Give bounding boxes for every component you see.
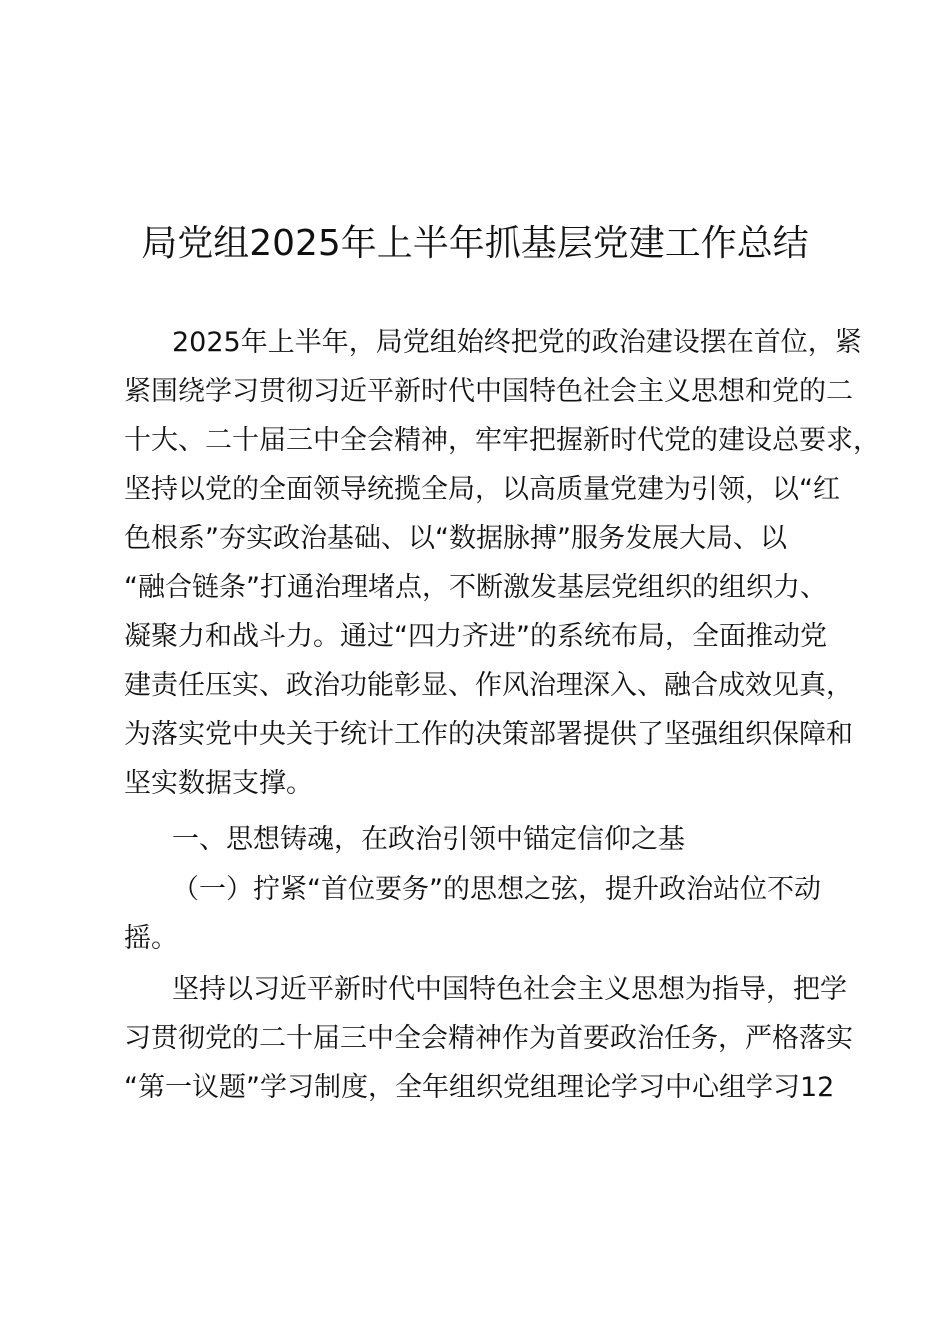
paragraph-line: 坚实数据支撑。: [124, 768, 313, 799]
body-paragraph: [124, 965, 853, 1112]
paragraph-line: 坚持以习近平新时代中国特色社会主义思想为指导，把学: [172, 974, 847, 1005]
paragraph-line: 建责任压实、政治功能彰显、作风治理深入、融合成效见真，: [124, 670, 853, 701]
paragraph-line: “第一议题”学习制度，全年组织党组理论学习中心组学习12: [124, 1072, 835, 1103]
subsection-heading: [124, 865, 824, 963]
paragraph-line: 凝聚力和战斗力。通过“四力齐进”的系统布局，全面推动党: [124, 621, 827, 652]
paragraph-line: 色根系”夯实政治基础、以“数据脉搏”服务发展大局、以: [124, 523, 787, 554]
heading-line: （一）拧紧“首位要务”的思想之弦，提升政治站位不动: [172, 874, 821, 905]
section-heading: [124, 815, 824, 864]
paragraph-line: 为落实党中央关于统计工作的决策部署提供了坚强组织保障和: [124, 719, 853, 750]
paragraph-line: “融合链条”打通治理堵点，不断激发基层党组织的组织力、: [124, 572, 827, 603]
intro-paragraph: [124, 318, 880, 808]
paragraph-line: 坚持以党的全面领导统揽全局，以高质量党建为引领，以“红: [124, 474, 840, 505]
paragraph-line: 2025年上半年，局党组始终把党的政治建设摆在首位，紧: [172, 327, 862, 358]
heading-line: 一、思想铸魂，在政治引领中锚定信仰之基: [172, 824, 685, 855]
heading-line: 摇。: [124, 923, 178, 954]
document-title: 局党组2025年上半年抓基层党建工作总结: [141, 223, 809, 264]
paragraph-line: 紧围绕学习贯彻习近平新时代中国特色社会主义思想和党的二: [124, 376, 853, 407]
paragraph-line: 习贯彻党的二十届三中全会精神作为首要政治任务，严格落实: [124, 1023, 853, 1054]
paragraph-line: 十大、二十届三中全会精神，牢牢把握新时代党的建设总要求，: [124, 425, 880, 456]
